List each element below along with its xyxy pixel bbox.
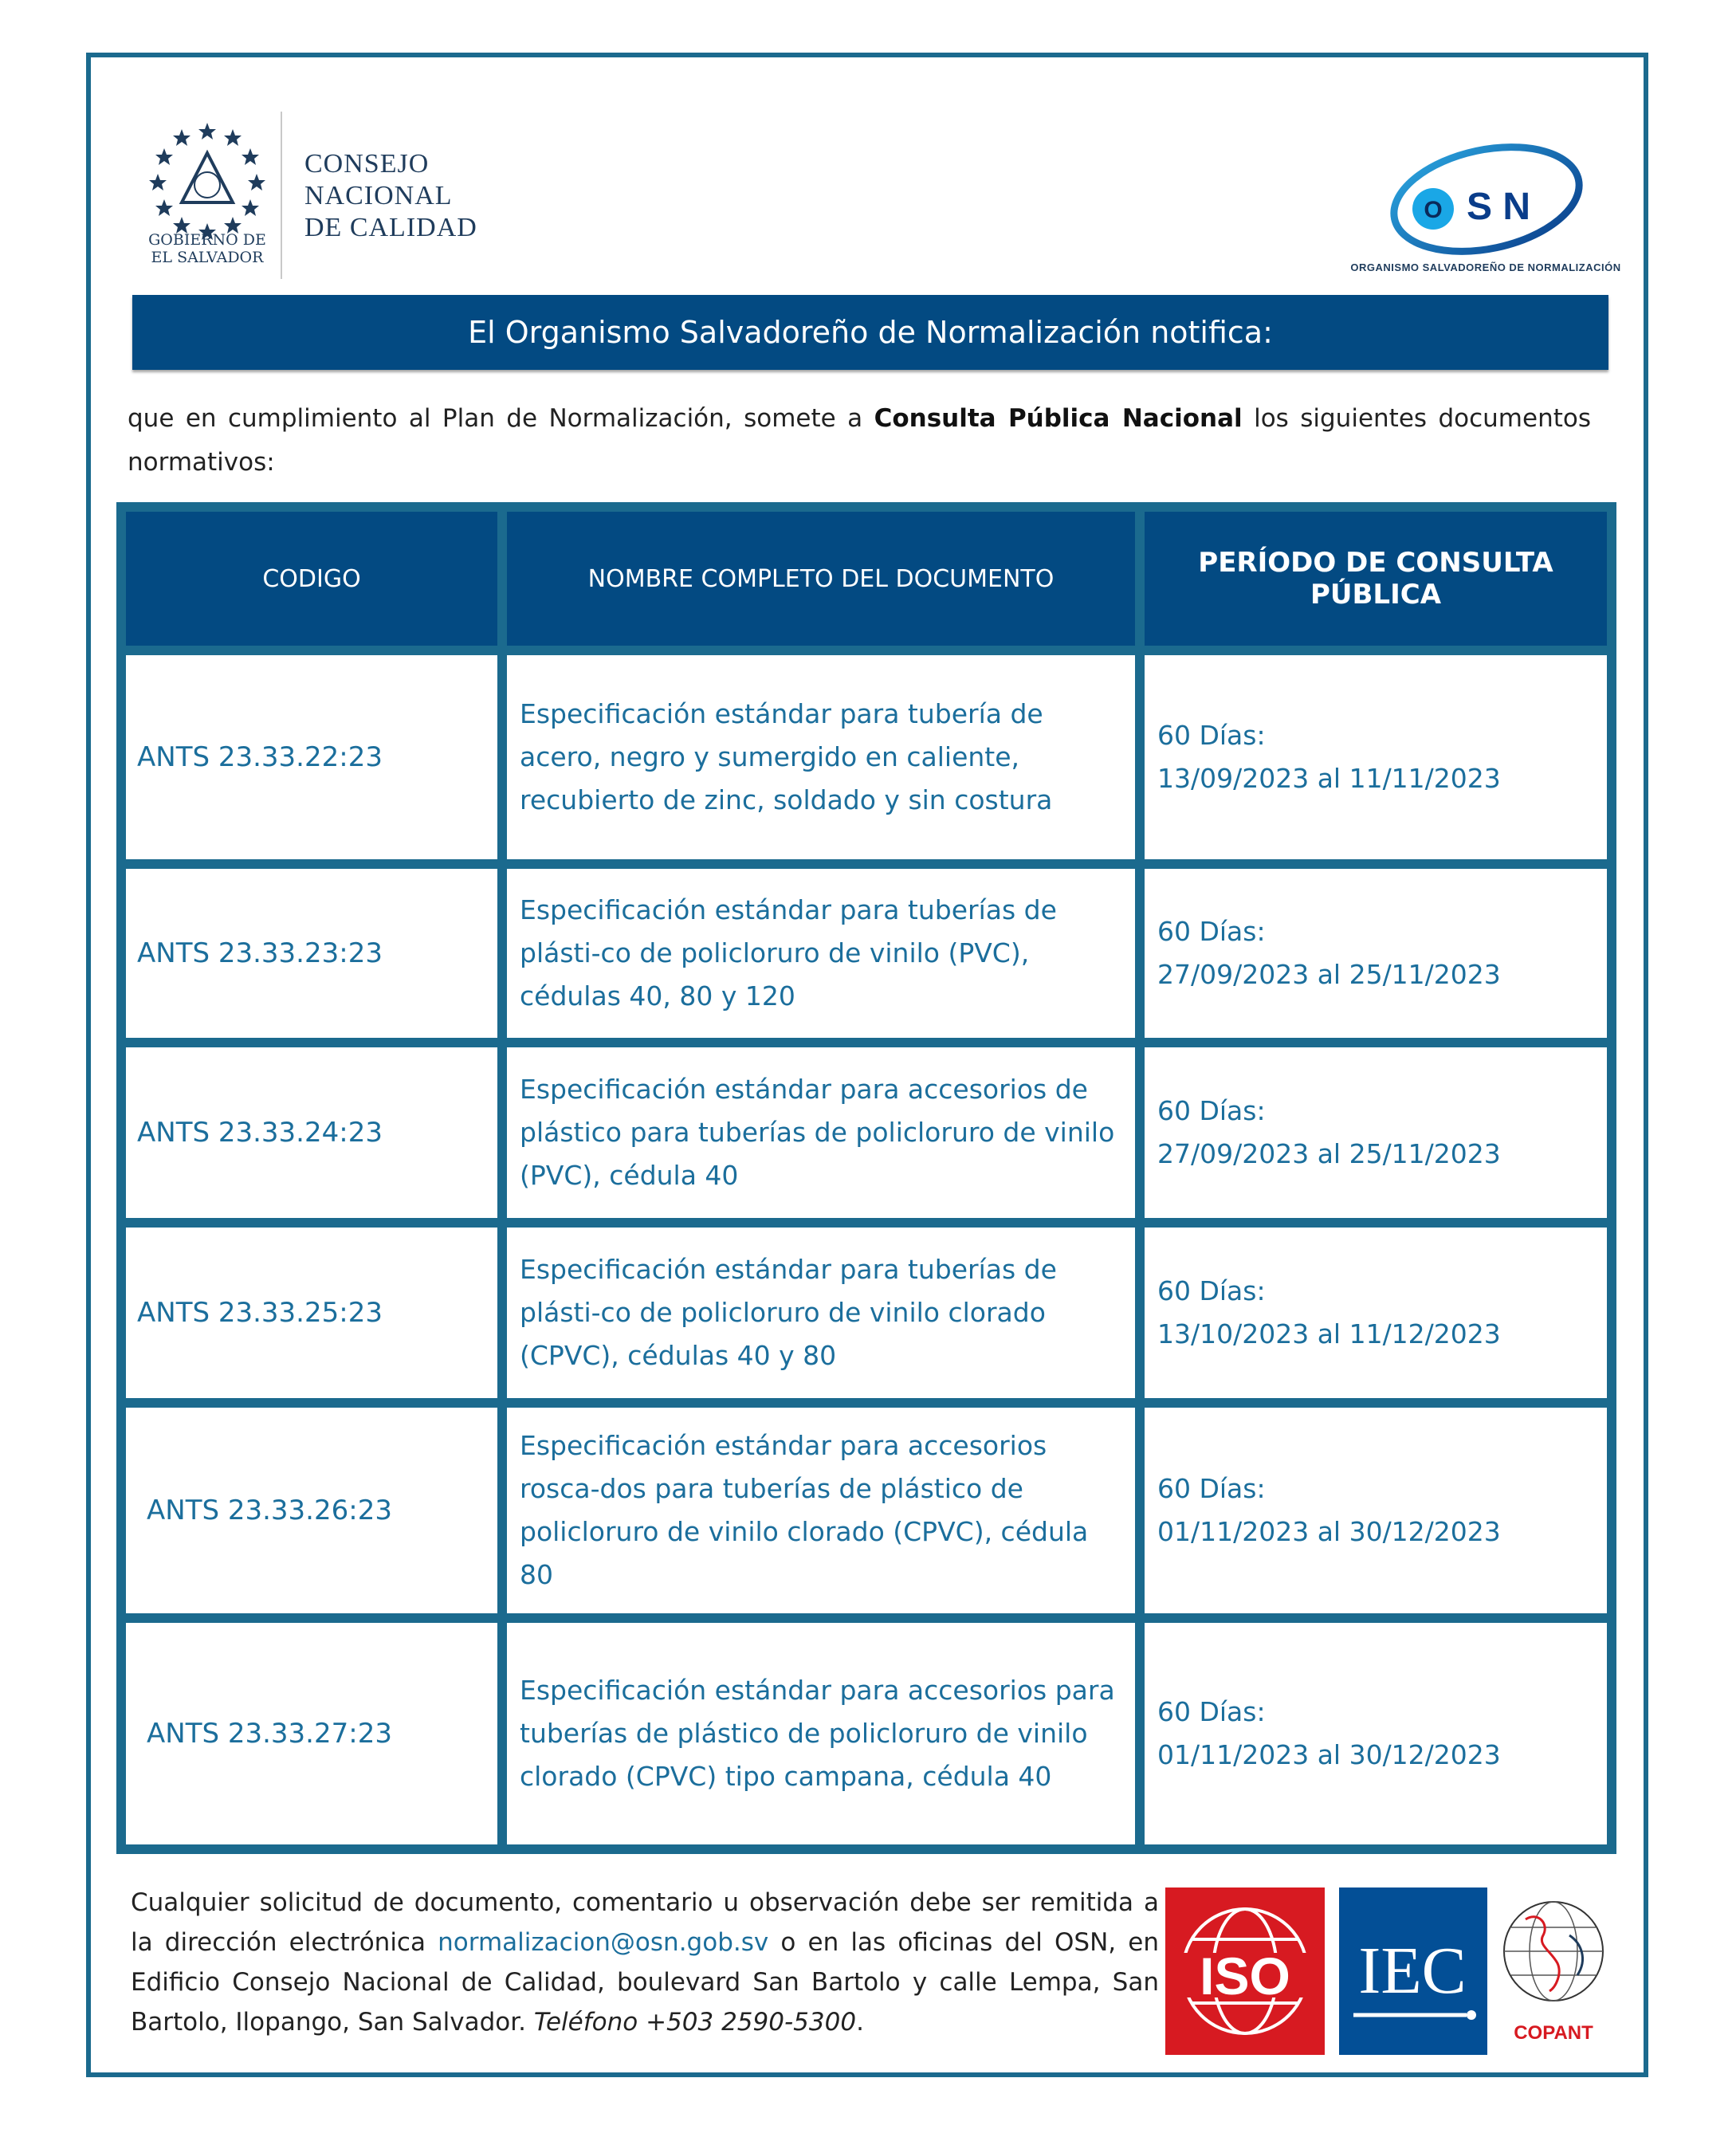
footer-end: . — [856, 2008, 864, 2037]
header-period: PERÍODO DE CONSULTA PÚBLICA — [1145, 512, 1607, 646]
row-1-name: Especificación estándar para tubería de acero, negro y sumergido en caliente, recubierto de zinc, soldado y sin costura — [507, 655, 1135, 859]
row-3-code: ANTS 23.33.24:23 — [126, 1047, 497, 1218]
footer-text-1: Cualquier solicitud de documento, comentario u observación debe ser remitida a la dirección electrónica — [131, 1888, 1159, 1957]
row-6-code: ANTS 23.33.27:23 — [126, 1623, 497, 1844]
documents-table — [116, 502, 1616, 1854]
row-5-code: ANTS 23.33.26:23 — [126, 1408, 497, 1613]
council-line-1: CONSEJO — [304, 149, 430, 179]
row-6-name: Especificación estándar para accesorios para tuberías de plástico de policloruro de vinilo clorado (CPVC) tipo campana, cédula 40 — [507, 1623, 1135, 1844]
phone-number: Teléfono +503 2590-5300 — [533, 2008, 857, 2037]
row-4-code: ANTS 23.33.25:23 — [126, 1228, 497, 1398]
row-2-range: 27/09/2023 al 25/11/2023 — [1157, 959, 1501, 990]
header-code: CODIGO — [126, 512, 497, 646]
row-6-period — [1145, 1623, 1607, 1844]
header-divider — [281, 112, 282, 279]
row-1-days: 60 Días: — [1157, 720, 1266, 751]
iso-logo-icon — [1165, 1887, 1325, 2055]
row-5-days: 60 Días: — [1157, 1473, 1266, 1504]
intro-text-before: que en cumplimiento al Plan de Normalización, somete a — [128, 404, 874, 433]
notice-banner: El Organismo Salvadoreño de Normalización notifica: — [132, 295, 1608, 370]
svg-text:O: O — [1424, 197, 1443, 223]
header-name: NOMBRE COMPLETO DEL DOCUMENTO — [507, 512, 1135, 646]
row-3-name: Especificación estándar para accesorios de plástico para tuberías de policloruro de vinilo (PVC), cédula 40 — [507, 1047, 1135, 1218]
footer-contact — [131, 1883, 1159, 2042]
contact-email-link[interactable]: normalizacion@osn.gob.sv — [438, 1928, 769, 1957]
row-2-days: 60 Días: — [1157, 916, 1266, 947]
council-line-3: DE CALIDAD — [304, 213, 477, 242]
osn-logo-icon — [1387, 136, 1586, 263]
row-6-days: 60 Días: — [1157, 1696, 1266, 1727]
row-1-period — [1145, 655, 1607, 859]
osn-caption: ORGANISMO SALVADOREÑO DE NORMALIZACIÓN — [1350, 261, 1621, 273]
row-4-days: 60 Días: — [1157, 1275, 1266, 1306]
footer-text-2: o en las oficinas del OSN, en Edificio Consejo Nacional de Calidad, boulevard San Bartolo y calle Lempa, San Bartolo, Ilopango, San Salvador. — [131, 1928, 1160, 2037]
copant-logo-text: COPANT — [1514, 2022, 1593, 2044]
copant-logo-icon — [1494, 1887, 1613, 2055]
row-4-range: 13/10/2023 al 11/12/2023 — [1157, 1318, 1501, 1349]
gov-caption-line-2: EL SALVADOR — [151, 249, 264, 266]
intro-paragraph — [128, 397, 1591, 485]
row-2-name: Especificación estándar para tuberías de plásti-co de policloruro de vinilo (PVC), cédulas 40, 80 y 120 — [507, 869, 1135, 1038]
row-4-name: Especificación estándar para tuberías de plásti-co de policloruro de vinilo clorado (CPVC), cédulas 40 y 80 — [507, 1228, 1135, 1398]
gov-caption-line-1: GOBIERNO DE — [148, 231, 266, 249]
row-5-period — [1145, 1408, 1607, 1613]
council-line-2: NACIONAL — [304, 181, 453, 210]
row-1-range: 13/09/2023 al 11/11/2023 — [1157, 763, 1501, 794]
row-4-period — [1145, 1228, 1607, 1398]
row-2-code: ANTS 23.33.23:23 — [126, 869, 497, 1038]
row-3-period — [1145, 1047, 1607, 1218]
row-3-days: 60 Días: — [1157, 1095, 1266, 1126]
intro-bold-term: Consulta Pública Nacional — [874, 404, 1243, 433]
gov-caption — [136, 231, 279, 266]
row-1-code: ANTS 23.33.22:23 — [126, 655, 497, 859]
iec-logo-text: IEC — [1358, 1934, 1467, 2008]
iec-logo-icon — [1339, 1887, 1487, 2055]
row-6-range: 01/11/2023 al 30/12/2023 — [1157, 1739, 1501, 1770]
row-2-period — [1145, 869, 1607, 1038]
intro-text-after: los siguientes documentos normativos: — [128, 404, 1592, 477]
council-name — [304, 148, 477, 244]
iso-logo-text: ISO — [1200, 1946, 1290, 2005]
row-5-name: Especificación estándar para accesorios rosca-dos para tuberías de plástico de policloruro de vinilo clorado (CPVC), cédula 80 — [507, 1408, 1135, 1613]
row-3-range: 27/09/2023 al 25/11/2023 — [1157, 1138, 1501, 1169]
row-5-range: 01/11/2023 al 30/12/2023 — [1157, 1516, 1501, 1547]
svg-text:S N: S N — [1466, 186, 1531, 228]
